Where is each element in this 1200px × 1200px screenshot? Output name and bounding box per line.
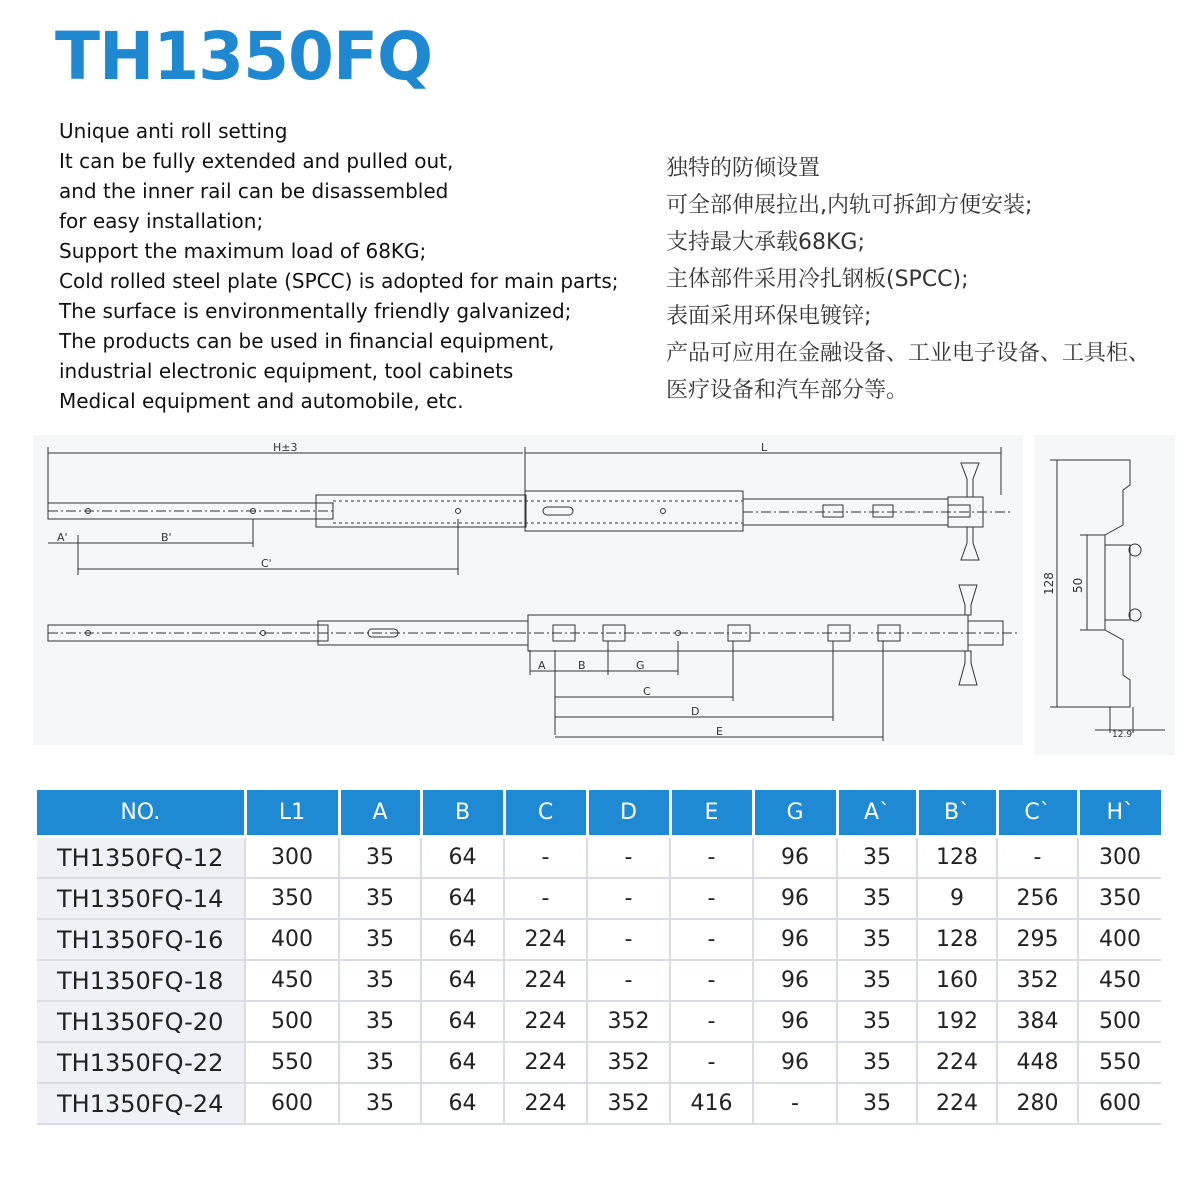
table-cell: 224 (504, 919, 587, 960)
header-cell: E (670, 790, 753, 837)
table-cell: 35 (339, 837, 421, 879)
table-cell: 128 (917, 919, 997, 960)
header-cell: C (504, 790, 587, 837)
table-cell: - (587, 960, 670, 1001)
slide-drawing-svg (33, 435, 1023, 745)
zh-line: 可全部伸展拉出,内轨可拆卸方便安装; (666, 193, 1033, 218)
table-cell: 352 (587, 1042, 670, 1083)
table-cell: 96 (753, 878, 837, 919)
header-cell: D (587, 790, 670, 837)
table-cell: 350 (1078, 878, 1161, 919)
table-cell: 35 (837, 1042, 917, 1083)
table-cell: 300 (1078, 837, 1161, 879)
table-cell: 96 (753, 837, 837, 879)
table-cell: 35 (339, 1083, 421, 1124)
table-cell: - (670, 919, 753, 960)
table-cell: 500 (1078, 1001, 1161, 1042)
dim-d-label: D (691, 705, 700, 718)
table-cell: 384 (997, 1001, 1078, 1042)
table-cell: 35 (837, 1001, 917, 1042)
english-description (59, 116, 659, 416)
dim-c-prime-label: C' (261, 557, 272, 570)
table-cell: 352 (587, 1001, 670, 1042)
table-cell: 128 (917, 837, 997, 879)
table-cell: 64 (421, 960, 504, 1001)
table-cell: 64 (421, 1042, 504, 1083)
dim-b-prime-label: B' (161, 531, 172, 544)
table-cell: 35 (837, 919, 917, 960)
table-cell: 192 (917, 1001, 997, 1042)
en-line: The products can be used in financial equipment, (59, 329, 555, 353)
en-line: Cold rolled steel plate (SPCC) is adopted for main parts; (59, 269, 619, 293)
table-cell: 280 (997, 1083, 1078, 1124)
model-cell: TH1350FQ-24 (37, 1083, 245, 1124)
en-line: for easy installation; (59, 209, 264, 233)
table-cell: 35 (837, 1083, 917, 1124)
table-cell: 35 (837, 878, 917, 919)
table-cell: - (670, 1001, 753, 1042)
dim-thickness-label: 12.9 (1112, 730, 1133, 740)
zh-line: 支持最大承载68KG; (666, 230, 865, 255)
slide-side-profile (1035, 435, 1175, 755)
table-cell: 224 (504, 1083, 587, 1124)
table-cell: 64 (421, 837, 504, 879)
table-cell: 416 (670, 1083, 753, 1124)
table-cell: 352 (587, 1083, 670, 1124)
table-cell: 224 (504, 960, 587, 1001)
zh-line: 独特的防倾设置 (666, 156, 821, 181)
table-header-row (37, 790, 1161, 837)
header-cell: A` (837, 790, 917, 837)
header-cell: L1 (245, 790, 339, 837)
spec-table (37, 790, 1161, 1125)
table-row (37, 960, 1161, 1001)
table-cell: - (587, 837, 670, 879)
dim-a-prime-label: A' (57, 531, 68, 544)
model-cell: TH1350FQ-22 (37, 1042, 245, 1083)
table-cell: 35 (339, 919, 421, 960)
table-cell: - (997, 837, 1078, 879)
zh-line: 产品可应用在金融设备、工业电子设备、工具柜、 (666, 341, 1151, 366)
table-row (37, 837, 1161, 879)
en-line: industrial electronic equipment, tool cabinets (59, 359, 514, 383)
header-cell: B (421, 790, 504, 837)
dim-h-label: H±3 (273, 441, 298, 454)
table-cell: 224 (504, 1042, 587, 1083)
table-cell: 450 (1078, 960, 1161, 1001)
slide-technical-drawing (33, 435, 1023, 745)
table-cell: - (587, 878, 670, 919)
table-row (37, 919, 1161, 960)
table-cell: 400 (1078, 919, 1161, 960)
model-cell: TH1350FQ-16 (37, 919, 245, 960)
table-cell: 160 (917, 960, 997, 1001)
en-line: The surface is environmentally friendly galvanized; (59, 299, 572, 323)
en-line: Medical equipment and automobile, etc. (59, 389, 464, 413)
table-cell: 600 (1078, 1083, 1161, 1124)
table-cell: 256 (997, 878, 1078, 919)
table-cell: 96 (753, 919, 837, 960)
table-cell: 300 (245, 837, 339, 879)
en-line: Support the maximum load of 68KG; (59, 239, 427, 263)
table-cell: 224 (504, 1001, 587, 1042)
side-profile-svg (1035, 435, 1175, 755)
model-cell: TH1350FQ-12 (37, 837, 245, 879)
table-cell: 64 (421, 919, 504, 960)
table-cell: 96 (753, 1042, 837, 1083)
en-line: Unique anti roll setting (59, 119, 288, 143)
table-cell: - (670, 837, 753, 879)
table-cell: 352 (997, 960, 1078, 1001)
dim-e-label: E (716, 725, 723, 738)
model-cell: TH1350FQ-20 (37, 1001, 245, 1042)
table-cell: 96 (753, 1001, 837, 1042)
table-cell: - (753, 1083, 837, 1124)
header-cell: C` (997, 790, 1078, 837)
dim-c-label: C (643, 685, 651, 698)
table-cell: 35 (837, 960, 917, 1001)
dim-a-label: A (538, 659, 546, 672)
dim-b-label: B (578, 659, 586, 672)
en-line: It can be fully extended and pulled out, (59, 149, 454, 173)
table-cell: 400 (245, 919, 339, 960)
table-cell: - (670, 960, 753, 1001)
table-cell: 448 (997, 1042, 1078, 1083)
zh-line: 表面采用环保电镀锌; (666, 304, 872, 329)
table-cell: 550 (245, 1042, 339, 1083)
header-cell: NO. (37, 790, 245, 837)
en-line: and the inner rail can be disassembled (59, 179, 449, 203)
header-cell: G (753, 790, 837, 837)
dim-height-label: 128 (1042, 572, 1056, 595)
table-row (37, 1042, 1161, 1083)
table-cell: - (504, 878, 587, 919)
table-cell: 224 (917, 1083, 997, 1124)
table-cell: - (504, 837, 587, 879)
table-cell: 600 (245, 1083, 339, 1124)
dim-l-label: L (761, 441, 768, 454)
table-cell: 35 (339, 960, 421, 1001)
dim-g-label: G (636, 659, 645, 672)
table-row (37, 1001, 1161, 1042)
zh-line: 主体部件采用冷扎钢板(SPCC); (666, 267, 969, 292)
table-cell: - (670, 878, 753, 919)
table-cell: 64 (421, 1083, 504, 1124)
table-cell: 35 (339, 1042, 421, 1083)
dim-inner-label: 50 (1071, 577, 1085, 593)
table-cell: 64 (421, 1001, 504, 1042)
table-cell: 224 (917, 1042, 997, 1083)
table-cell: 295 (997, 919, 1078, 960)
table-cell: 9 (917, 878, 997, 919)
table-cell: 35 (339, 1001, 421, 1042)
table-cell: 35 (837, 837, 917, 879)
chinese-description (666, 150, 1196, 409)
table-cell: 550 (1078, 1042, 1161, 1083)
table-cell: 96 (753, 960, 837, 1001)
model-cell: TH1350FQ-18 (37, 960, 245, 1001)
table-cell: 35 (339, 878, 421, 919)
header-cell: B` (917, 790, 997, 837)
table-row (37, 1083, 1161, 1124)
table-cell: - (670, 1042, 753, 1083)
table-cell: 350 (245, 878, 339, 919)
table-cell: - (587, 919, 670, 960)
table-row (37, 878, 1161, 919)
header-cell: H` (1078, 790, 1161, 837)
table-cell: 500 (245, 1001, 339, 1042)
model-cell: TH1350FQ-14 (37, 878, 245, 919)
table-cell: 450 (245, 960, 339, 1001)
zh-line: 医疗设备和汽车部分等。 (666, 378, 909, 403)
header-cell: A (339, 790, 421, 837)
table-cell: 64 (421, 878, 504, 919)
product-title: TH1350FQ (55, 18, 433, 95)
